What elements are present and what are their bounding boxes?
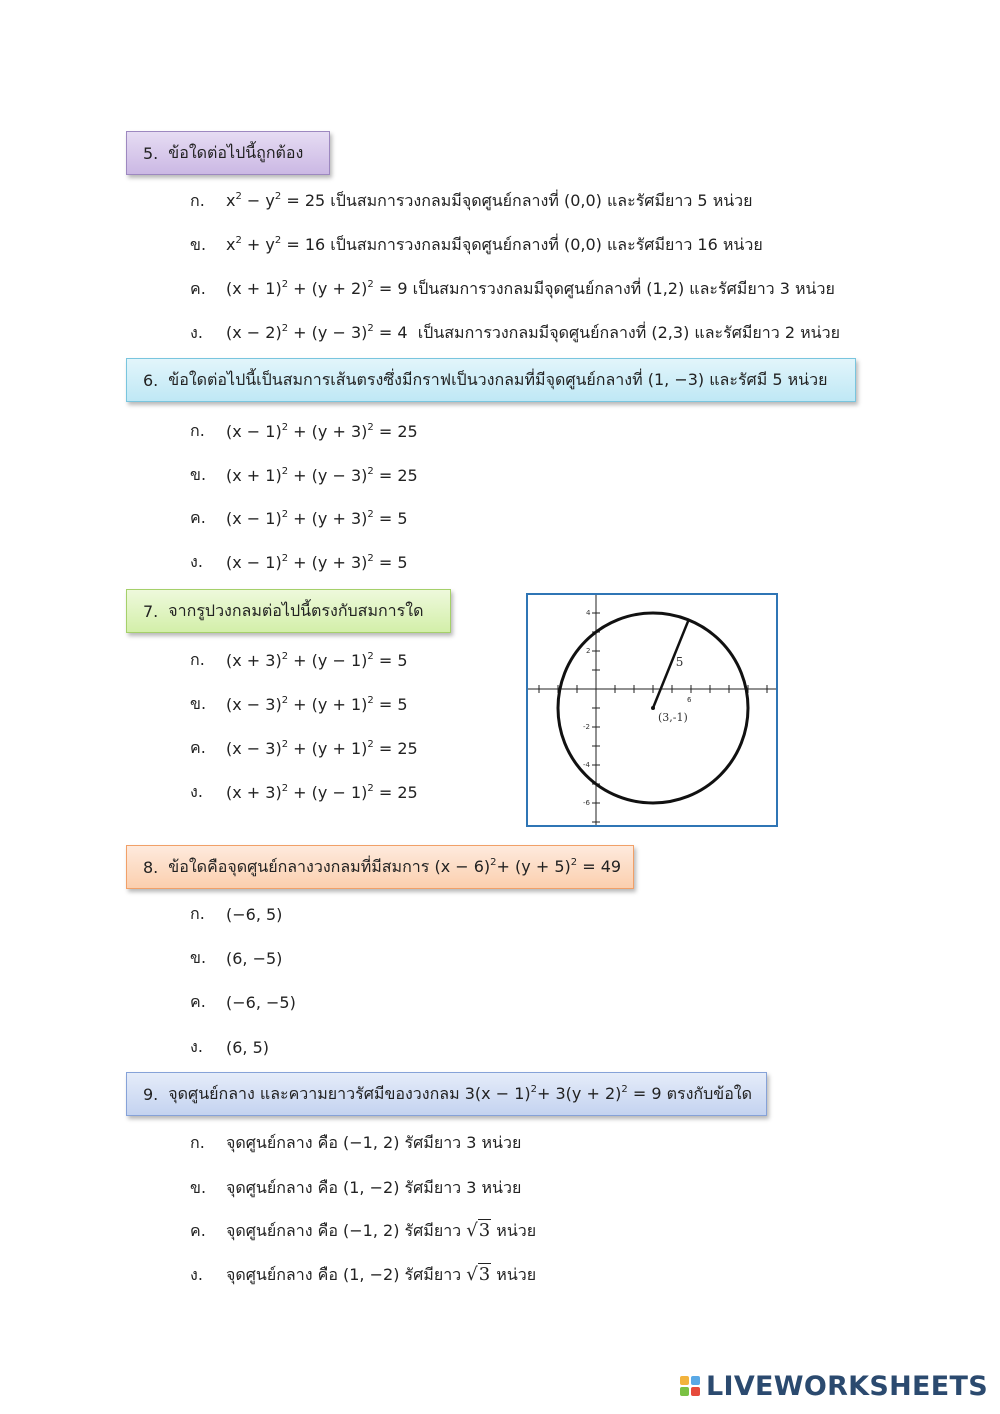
option-label: ง. — [190, 781, 203, 801]
option-label: ง. — [190, 551, 203, 571]
question-9-box — [126, 1072, 767, 1116]
circle-graph — [526, 593, 778, 827]
option-label: ก. — [190, 190, 205, 210]
option-q7-a[interactable] — [190, 647, 408, 673]
option-text: $x^2 - y^2 = 25$ เป็นสมการวงกลมมีจุดศูนย์กลางที่ (0,0) และรัศมียาว 5 หน่วย — [226, 190, 753, 210]
option-text: $(x - 1)^2 + (y + 3)^2 = 25$ — [226, 421, 418, 441]
logo-square — [691, 1376, 700, 1385]
option-text: จุดศูนย์กลาง คือ (−1, 2) รัศมียาว 3 หน่วย — [226, 1132, 522, 1152]
x-tick-label-6: 6 — [687, 696, 692, 704]
question-6-box — [126, 358, 856, 402]
option-text: (−6, 5) — [226, 904, 283, 924]
option-q8-d[interactable] — [190, 1034, 269, 1060]
option-text: $(x + 1)^2 + (y + 2)^2 = 9$ เป็นสมการวงกลมมีจุดศูนย์กลางที่ (1,2) และรัศมียาว 3 หน่วย — [226, 278, 835, 298]
option-label: ข. — [190, 693, 207, 713]
question-number: 8. — [143, 857, 159, 877]
option-label: ค. — [190, 1220, 206, 1240]
option-label: ค. — [190, 737, 206, 757]
option-label: ง. — [190, 1036, 203, 1056]
option-q7-b[interactable] — [190, 691, 408, 717]
question-number: 5. — [143, 143, 159, 163]
option-label: ข. — [190, 947, 207, 967]
option-label: ค. — [190, 507, 206, 527]
y-tick-label-neg4: -4 — [583, 761, 590, 769]
option-q6-c[interactable] — [190, 505, 408, 531]
y-tick-label-4: 4 — [586, 609, 591, 617]
question-number: 6. — [143, 370, 159, 390]
option-q9-d[interactable] — [190, 1262, 536, 1288]
liveworksheets-logo — [680, 1366, 988, 1406]
question-text: ข้อใดคือจุดศูนย์กลางวงกลมที่มีสมการ $(x - 6)^2+ (y + 5)^2 = 49$ — [168, 856, 622, 876]
option-text: $(x + 1)^2 + (y - 3)^2 = 25$ — [226, 465, 418, 485]
option-label: ข. — [190, 234, 207, 254]
question-5-box — [126, 131, 330, 175]
option-text: จุดศูนย์กลาง คือ (1, −2) รัศมียาว 3 หน่วย — [226, 1177, 522, 1197]
option-label: ก. — [190, 649, 205, 669]
option-q8-a[interactable] — [190, 901, 282, 927]
option-q5-d[interactable] — [190, 320, 840, 346]
question-text: จากรูปวงกลมต่อไปนี้ตรงกับสมการใด — [168, 600, 424, 620]
question-text: จุดศูนย์กลาง และความยาวรัศมีของวงกลม $3(x - 1)^2+ 3(y + 2)^2 = 9$ ตรงกับข้อใด — [168, 1083, 752, 1103]
logo-square — [680, 1387, 689, 1396]
y-tick-label-2: 2 — [586, 647, 591, 655]
option-text: $(x - 3)^2 + (y + 1)^2 = 5$ — [226, 694, 408, 714]
option-q9-c[interactable] — [190, 1218, 536, 1244]
option-text: (−6, −5) — [226, 992, 296, 1012]
question-8-box — [126, 845, 634, 889]
question-7-box — [126, 589, 451, 633]
option-label: ก. — [190, 1132, 205, 1152]
option-label: ง. — [190, 322, 203, 342]
option-text: $(x + 3)^2 + (y - 1)^2 = 25$ — [226, 782, 418, 802]
option-text: $(x - 3)^2 + (y + 1)^2 = 25$ — [226, 738, 418, 758]
option-text: จุดศูนย์กลาง คือ (−1, 2) รัศมียาว √3 หน่วย — [226, 1219, 537, 1241]
question-number: 7. — [143, 601, 159, 621]
logo-text: LIVEWORKSHEETS — [705, 1370, 988, 1402]
logo-square — [691, 1387, 700, 1396]
option-label: ข. — [190, 464, 207, 484]
option-label: ค. — [190, 278, 206, 298]
axis-ticks — [539, 613, 767, 822]
y-tick-label-neg6: -6 — [583, 799, 590, 807]
option-label: ข. — [190, 1177, 207, 1197]
option-q9-b[interactable] — [190, 1175, 521, 1201]
option-text: จุดศูนย์กลาง คือ (1, −2) รัศมียาว √3 หน่วย — [226, 1263, 537, 1285]
radius-label: 5 — [675, 655, 684, 670]
option-q7-d[interactable] — [190, 779, 418, 805]
option-q7-c[interactable] — [190, 735, 418, 761]
logo-icon — [680, 1376, 700, 1396]
center-point — [651, 706, 655, 710]
question-text: ข้อใดต่อไปนี้เป็นสมการเส้นตรงซึ่งมีกราฟเป็นวงกลมที่มีจุดศูนย์กลางที่ (1, −3) และรัศมี 5 หน่วย — [168, 369, 828, 389]
option-text: (6, −5) — [226, 948, 283, 968]
option-q8-c[interactable] — [190, 989, 296, 1015]
option-q5-a[interactable] — [190, 188, 753, 214]
option-label: ก. — [190, 903, 205, 923]
option-text: (6, 5) — [226, 1037, 270, 1057]
option-q9-a[interactable] — [190, 1130, 521, 1156]
option-text: $x^2 + y^2 = 16$ เป็นสมการวงกลมมีจุดศูนย์กลางที่ (0,0) และรัศมียาว 16 หน่วย — [226, 234, 763, 254]
option-q6-a[interactable] — [190, 418, 418, 444]
option-q5-c[interactable] — [190, 276, 835, 302]
question-text: ข้อใดต่อไปนี้ถูกต้อง — [168, 142, 304, 162]
circle-graph-svg — [528, 595, 776, 825]
option-q6-b[interactable] — [190, 462, 418, 488]
option-text: $(x + 3)^2 + (y - 1)^2 = 5$ — [226, 650, 408, 670]
option-label: ก. — [190, 420, 205, 440]
option-text: $(x - 2)^2 + (y - 3)^2 = 4$ เป็นสมการวงกลมมีจุดศูนย์กลางที่ (2,3) และรัศมียาว 2 หน่วย — [226, 322, 840, 342]
center-label: (3,-1) — [658, 711, 688, 724]
logo-square — [680, 1376, 689, 1385]
option-q5-b[interactable] — [190, 232, 763, 258]
option-q6-d[interactable] — [190, 549, 408, 575]
option-label: ค. — [190, 991, 206, 1011]
question-number: 9. — [143, 1084, 159, 1104]
option-text: $(x - 1)^2 + (y + 3)^2 = 5$ — [226, 552, 408, 572]
option-q8-b[interactable] — [190, 945, 282, 971]
y-tick-label-neg2: -2 — [583, 723, 590, 731]
option-text: $(x - 1)^2 + (y + 3)^2 = 5$ — [226, 508, 408, 528]
option-label: ง. — [190, 1264, 203, 1284]
